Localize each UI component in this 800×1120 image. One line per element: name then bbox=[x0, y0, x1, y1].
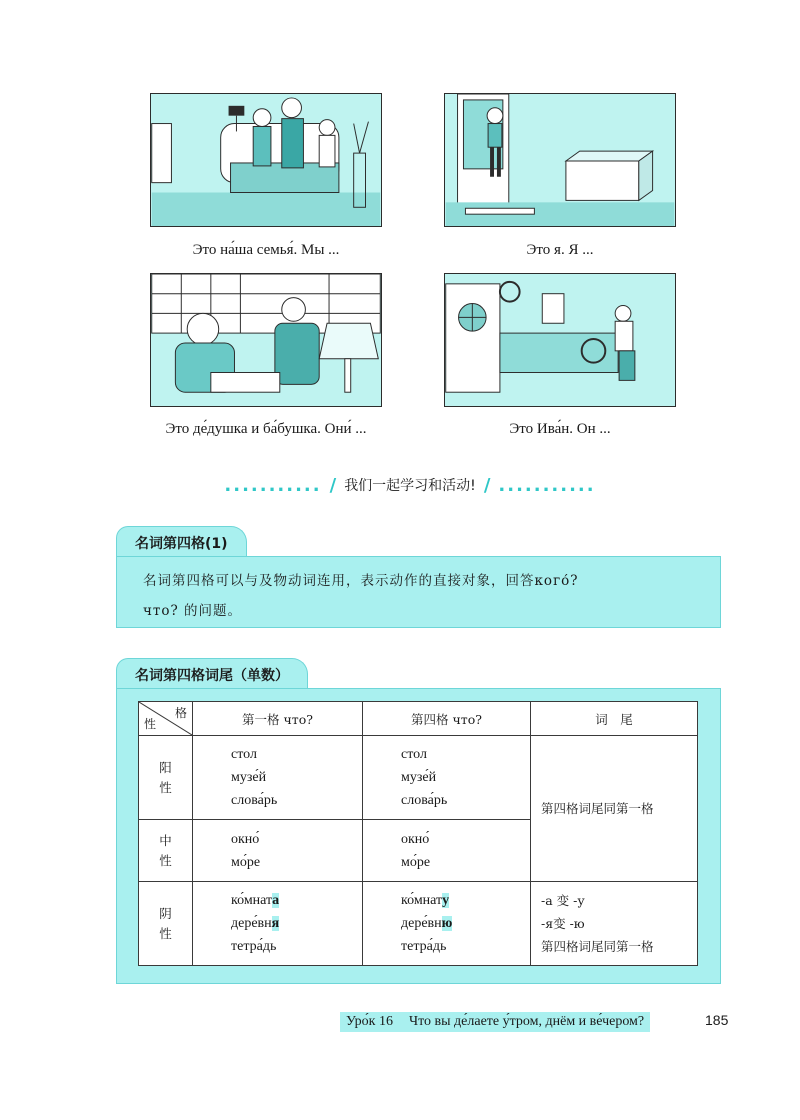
lesson-title: Что вы де́лаете у́тром, днём и ве́чером? bbox=[408, 1014, 645, 1029]
feminine-ending bbox=[531, 882, 698, 966]
workshop-scene bbox=[445, 274, 675, 406]
endings-table bbox=[138, 701, 698, 966]
section1-text-line1: 名词第四格可以与及物动词连用，表示动作的直接对象，回答кого́? bbox=[143, 573, 579, 589]
word: дере́вня bbox=[231, 916, 280, 931]
word: слова́рь bbox=[401, 793, 448, 808]
slash-right: / bbox=[483, 474, 491, 496]
word: дере́вню bbox=[401, 916, 453, 931]
word: мо́ре bbox=[401, 854, 431, 870]
corner-cell bbox=[139, 702, 193, 736]
word: слова́рь bbox=[231, 793, 278, 808]
word: ко́мната bbox=[231, 893, 280, 908]
dots-right: ........... bbox=[498, 474, 596, 496]
gender-masculine bbox=[139, 736, 193, 820]
dots-left: ........... bbox=[224, 474, 322, 496]
caption-grandparents: Это де́душка и ба́бушка. Они́ ... bbox=[165, 421, 367, 437]
illustration-girl bbox=[444, 93, 676, 227]
family-scene bbox=[151, 94, 381, 226]
gender-neuter-char1: 中 bbox=[159, 832, 172, 848]
corner-gender-label: 性 bbox=[144, 717, 157, 731]
word: окно́ bbox=[231, 831, 260, 847]
section2-tab: 名词第四格词尾（单数） bbox=[116, 658, 308, 691]
running-footer bbox=[340, 1012, 650, 1032]
section1-tab: 名词第四格(1) bbox=[116, 526, 247, 559]
illustration-ivan bbox=[444, 273, 676, 407]
neuter-accusative bbox=[363, 820, 531, 882]
corner-case-label: 格 bbox=[174, 706, 187, 720]
gender-feminine-char2: 性 bbox=[159, 925, 172, 941]
activity-banner bbox=[190, 470, 630, 500]
ending-rule: 第四格词尾同第一格 bbox=[541, 939, 654, 954]
grandparents-scene bbox=[151, 274, 381, 406]
word: стол bbox=[401, 747, 427, 762]
illustration-grandparents bbox=[150, 273, 382, 407]
gender-feminine bbox=[139, 882, 193, 966]
activity-title: 我们一起学习和活动! bbox=[344, 478, 476, 494]
word: тетра́дь bbox=[231, 939, 277, 954]
feminine-nominative bbox=[193, 882, 363, 966]
header-nominative: 第一格 что? bbox=[193, 702, 363, 736]
feminine-accusative bbox=[363, 882, 531, 966]
word: ко́мнату bbox=[401, 893, 450, 908]
page-number: 185 bbox=[705, 1012, 729, 1028]
slash-left: / bbox=[329, 474, 337, 496]
neuter-nominative bbox=[193, 820, 363, 882]
gender-masculine-char1: 阳 bbox=[159, 759, 172, 775]
header-accusative: 第四格 что? bbox=[363, 702, 531, 736]
lesson-number: Уро́к 16 bbox=[346, 1014, 393, 1029]
word: мо́ре bbox=[231, 854, 261, 870]
caption-family: Это на́ша семья́. Мы ... bbox=[192, 242, 340, 258]
gender-neuter bbox=[139, 820, 193, 882]
table-row-masculine bbox=[139, 736, 698, 820]
ending-rule: -а 变 -у bbox=[541, 893, 585, 908]
girl-room-scene bbox=[445, 94, 675, 226]
ending-rule: -я变 -ю bbox=[541, 916, 585, 931]
word: музе́й bbox=[231, 770, 267, 785]
masculine-nominative bbox=[193, 736, 363, 820]
masc-neut-ending: 第四格词尾同第一格 bbox=[531, 736, 698, 882]
word: окно́ bbox=[401, 831, 430, 847]
gender-feminine-char1: 阴 bbox=[159, 905, 172, 921]
section1-text bbox=[143, 566, 713, 626]
word: стол bbox=[231, 747, 257, 762]
word: музе́й bbox=[401, 770, 437, 785]
caption-girl: Это я. Я ... bbox=[526, 242, 594, 258]
header-ending: 词 尾 bbox=[531, 702, 698, 736]
table-header-row bbox=[139, 702, 698, 736]
gender-masculine-char2: 性 bbox=[159, 779, 172, 795]
word: тетра́дь bbox=[401, 939, 447, 954]
caption-ivan: Это Ива́н. Он ... bbox=[509, 421, 611, 437]
table-row-feminine bbox=[139, 882, 698, 966]
gender-neuter-char2: 性 bbox=[159, 852, 172, 868]
illustration-family bbox=[150, 93, 382, 227]
masculine-accusative bbox=[363, 736, 531, 820]
section1-text-line2: что? 的问题。 bbox=[143, 603, 243, 619]
